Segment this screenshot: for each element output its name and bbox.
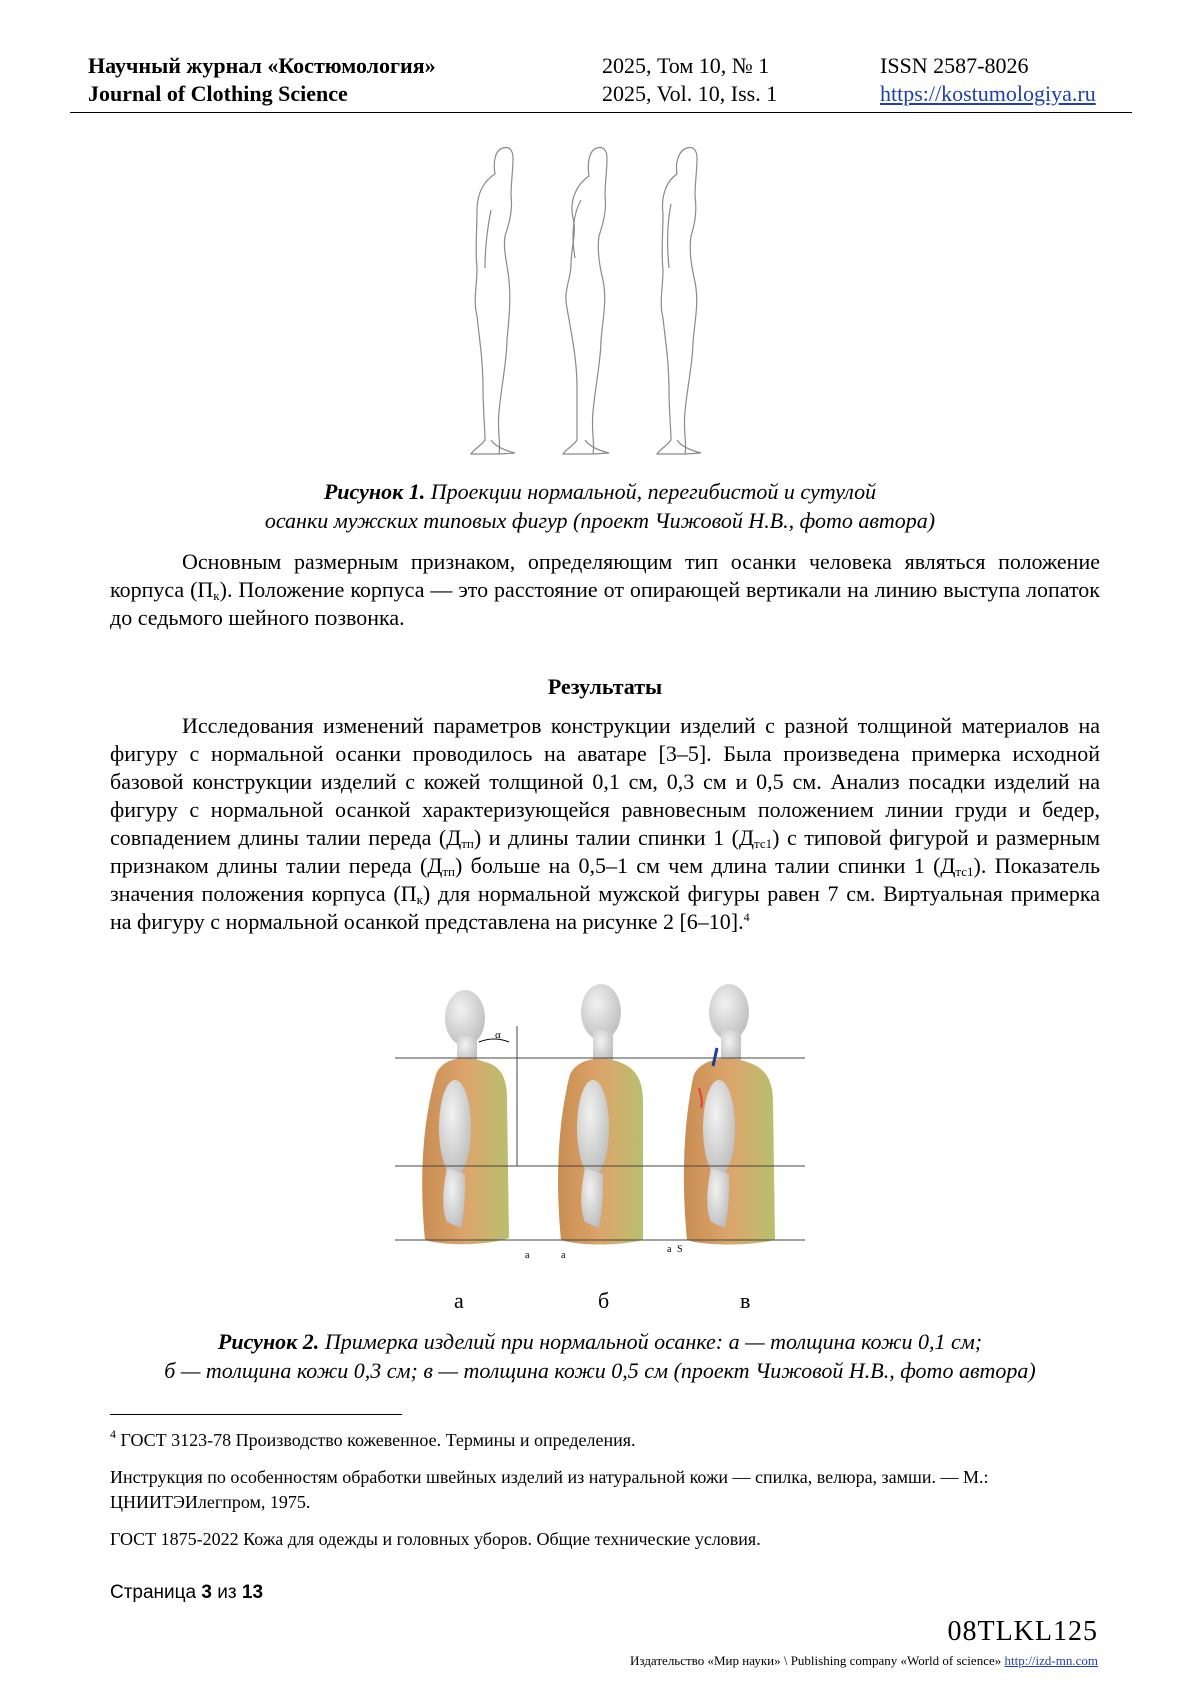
header-rule	[70, 112, 1132, 113]
figure2-caption-line2: б — толщина кожи 0,3 см; в — толщина кожи 0,5 см (проект Чижовой Н.В., фото автора)	[164, 1358, 1036, 1383]
footnote-1	[110, 1428, 1100, 1453]
sub-k-2: к	[416, 892, 423, 907]
intro-text-b: ). Положение корпуса — это расстояние от опирающей вертикали на линию выступа лопаток до седьмого шейного позвонка.	[110, 577, 1100, 630]
results-text-4: ) больше на 0,5–1 см чем длина талии спинки 1 (Д	[454, 853, 956, 878]
journal-url-link[interactable]: https://kostumologiya.ru	[880, 81, 1096, 106]
figure2-label-v: в	[740, 1288, 751, 1313]
issue-en: 2025, Vol. 10, Iss. 1	[602, 81, 778, 106]
page-of: из	[217, 1582, 237, 1603]
journal-title-ru: Научный журнал «Костюмология»	[88, 53, 436, 78]
intro-paragraph	[110, 548, 1100, 632]
figure2-panel-c	[684, 984, 775, 1245]
publisher-line	[630, 1653, 1098, 1669]
figure2-annot-a2: a	[561, 1250, 566, 1261]
results-heading: Результаты	[547, 674, 663, 699]
intro-sub-k: к	[213, 588, 220, 603]
figure2-annot-alpha: α	[495, 1029, 501, 1041]
figure2-label-b: б	[598, 1288, 610, 1313]
results-text-5: ). Показатель значения положения корпуса (П	[110, 853, 1100, 906]
sub-tp-1: тп	[461, 836, 474, 851]
footnote-number: 4	[110, 1427, 116, 1441]
issue-ru: 2025, Том 10, № 1	[602, 53, 770, 78]
page-current: 3	[201, 1582, 212, 1603]
footnote-1-text: ГОСТ 3123-78 Производство кожевенное. Термины и определения.	[120, 1430, 636, 1450]
figure1-caption-line1: Проекции нормальной, перегибистой и сутулой	[430, 479, 877, 504]
results-text-1: Исследования изменений параметров конструкции изделий с разной толщиной материалов на фигуру с нормальной осанки проводилось на аватаре [3–5]. Была произведена примерка исходной базовой конструкции изделий с кожей толщиной 0,1 см, 0,3 см и 0,5 см. Анализ посадки изделий на фигуру с нормальной осанкой характеризующейся равновесным положением линии груди и бедер, совпадением длины талии переда (Д	[110, 713, 1100, 850]
sub-ts1-2: тс1	[955, 864, 974, 879]
footnote-ref-4[interactable]: 4	[743, 910, 750, 924]
page-number	[110, 1582, 263, 1604]
footnote-3: ГОСТ 1875-2022 Кожа для одежды и головных уборов. Общие технические условия.	[110, 1529, 761, 1549]
footnote-2: Инструкция по особенностям обработки швейных изделий из натуральной кожи — спилка, велюра, замши. — М.: ЦНИИТЭИлегпром, 1975.	[110, 1467, 989, 1512]
figure2-fitting-images	[395, 978, 815, 1268]
footnotes	[110, 1428, 1100, 1552]
results-paragraph	[110, 712, 1100, 936]
results-text-2: ) и длины талии спинки 1 (Д	[473, 825, 754, 850]
figure1-normal-posture-outline	[471, 147, 515, 454]
figure1-label: Рисунок 1.	[323, 479, 426, 504]
figure2-label: Рисунок 2.	[217, 1329, 320, 1354]
footnote-separator	[110, 1414, 402, 1415]
issn: ISSN 2587-8026	[880, 53, 1029, 78]
sub-ts1-1: тс1	[753, 836, 773, 851]
figure2-panel-b	[558, 984, 643, 1245]
figure1-posture-outlines	[455, 140, 745, 470]
journal-title-en: Journal of Clothing Science	[88, 81, 348, 106]
figure2-annot-s: S	[677, 1244, 683, 1255]
page-word: Страница	[110, 1582, 197, 1603]
results-text-3: ) с типовой фигурой и размерным признаком длины талии переда (Д	[110, 825, 1100, 878]
intro-text-a: Основным размерным признаком, определяющим тип осанки человека являться положение корпуса (П	[110, 549, 1100, 602]
figure1-lordotic-posture-outline	[563, 147, 609, 454]
figure1-stooped-posture-outline	[657, 147, 701, 454]
figure2-annot-a1: a	[525, 1250, 530, 1261]
page-total: 13	[241, 1582, 264, 1603]
sub-tp-2: тп	[442, 864, 455, 879]
figure1-caption-line2: осанки мужских типовых фигур (проект Чижовой Н.В., фото автора)	[264, 508, 936, 533]
publisher-url-link[interactable]: http://izd-mn.com	[1004, 1653, 1098, 1668]
article-code: 08TLKL125	[947, 1616, 1098, 1647]
publisher-name: Издательство «Мир науки» \ Publishing company «World of science»	[630, 1653, 1002, 1668]
figure2-caption-line1: Примерка изделий при нормальной осанке: а — толщина кожи 0,1 см;	[324, 1329, 983, 1354]
figure2-caption	[90, 1327, 1110, 1385]
figure1-caption	[90, 477, 1110, 535]
figure2-annot-a3: a	[667, 1244, 672, 1255]
results-text-6: ) для нормальной мужской фигуры равен 7 см. Виртуальная примерка на фигуру с нормальной осанкой представлена на рисунке 2 [6–10].	[110, 881, 1100, 934]
figure2-label-a: а	[454, 1288, 464, 1313]
